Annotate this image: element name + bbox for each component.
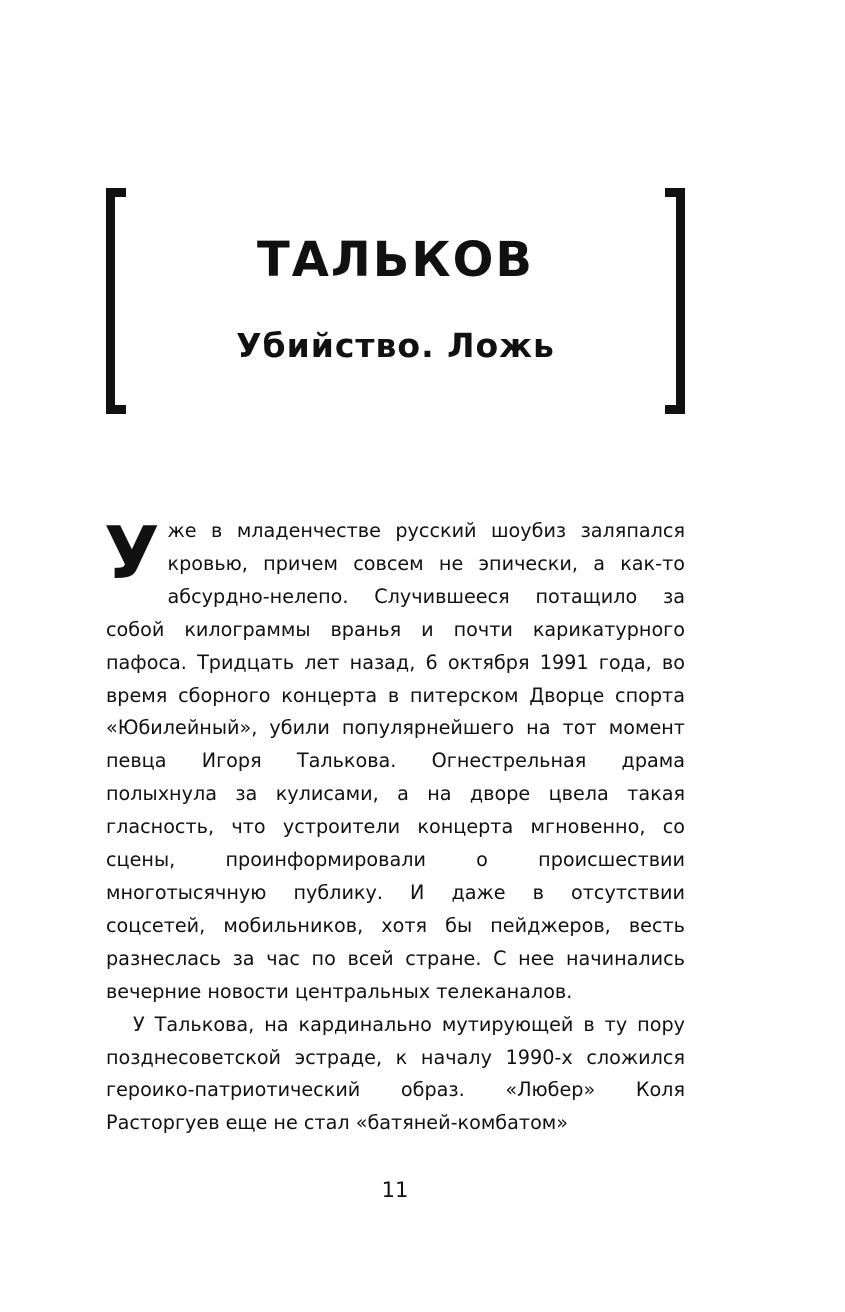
page-number: 11 [381,1178,409,1202]
left-square-bracket [106,188,126,414]
right-square-bracket [665,188,685,414]
chapter-title: ТАЛЬКОВ [257,232,534,288]
paragraph-1-text: же в младенчестве русский шоубиз заляпался кровью, причем совсем не эпически, а как-то абсурдно-нелепо. Случившееся потащило за собой килограммы вранья и почти карикатурного пафоса. Тридцать лет назад, 6 октября 1991 года, во время сборного концерта в питерском Дворце спорта «Юбилейный», убили популярнейшего на тот момент певца Игоря Талькова. Огнестрельная драма полыхнула за кулисами, а на дворе цвела такая гласность, что устроители концерта мгновенно, со сцены, проинформировали о происшествии многотысячную публику. И даже в отсутствии соцсетей, мобильников, хотя бы пейджеров, весть разнеслась за час по всей стране. С нее начинались вечерние новости центральных телеканалов. [106,519,685,1003]
paragraph-2: У Талькова, на кардинально мутирующей в ту пору позднесоветской эстраде, к началу 1990-х сложился героико-патриотический образ. «Любер» Коля Расторгуев еще не стал «батяней-комбатом» [106,1012,685,1135]
body-text [104,511,685,1140]
drop-cap: У [104,511,160,595]
chapter-subtitle: Убийство. Ложь [236,326,555,365]
paragraph-1 [104,511,685,1009]
